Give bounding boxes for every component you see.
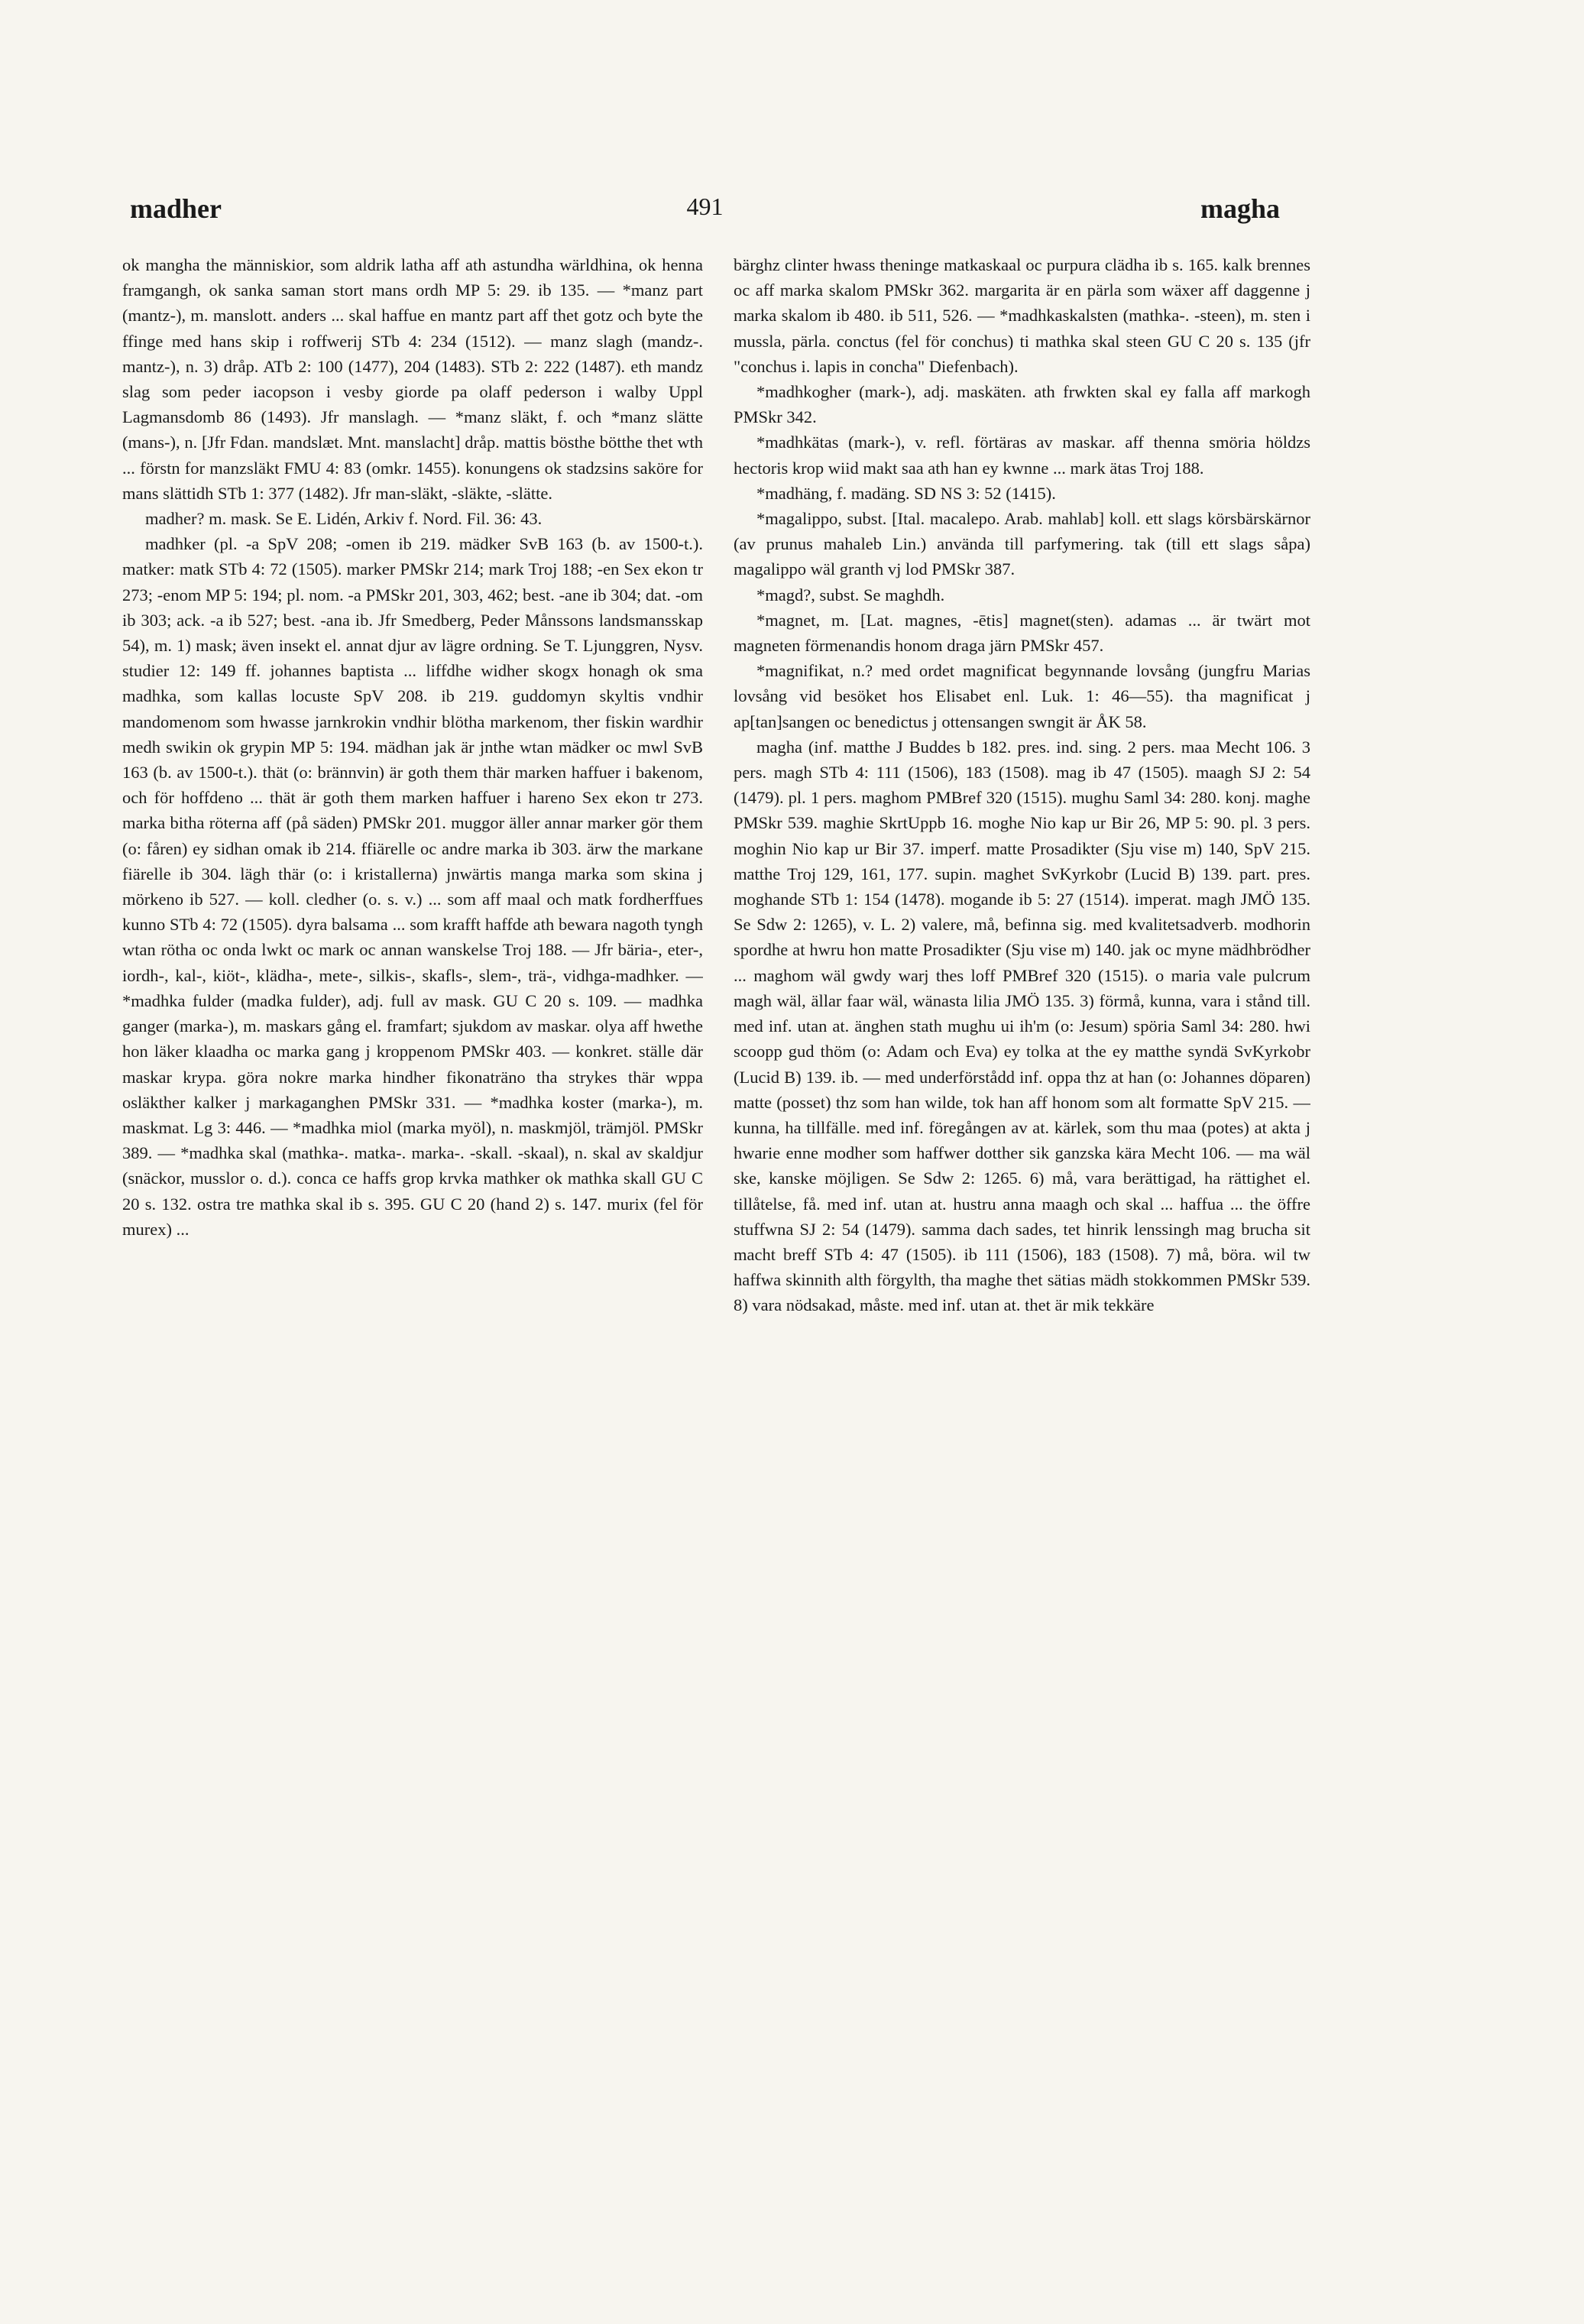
entry-paragraph: *magalippo, subst. [Ital. macalepo. Arab. mahlab] koll. ett slags körsbärskärnor (av prunus mahaleb Lin.) använda till parfymering. tak (till ett slags såpa) magalippo wäl granth vj lod PMSkr 387.: [734, 509, 1310, 579]
entry-paragraph: ok mangha the människior, som aldrik latha aff ath astundha wärldhina, ok henna framgangh, ok sanka saman stort mans ordh MP 5: 29. ib 135. — *manz part (mantz-), m. manslott. anders ... skal haffue en mantz part aff thet gotz och byte the ffinge med hans skip i roffwerij STb 4: 234 (1512). — manz slagh (mandz-. mantz-), n. 3) dråp. ATb 2: 100 (1477), 204 (1483). STb 2: 222 (1487). eth mandz slag som peder iacopson i vesby giorde pa olaff pederson i walby Uppl Lagmansdomb 86 (1493). Jfr manslagh. — *manz släkt, f. och *manz slätte (mans-), n. [Jfr Fdan. mandslæt. Mnt. manslacht] dråp. mattis bösthe bötthe thet wth ... förstn for manzsläkt FMU 4: 83 (omkr. 1455). konungens ok stadzsins saköre for mans slättidh STb 1: 377 (1482). Jfr man-släkt, -släkte, -slätte.: [122, 255, 703, 503]
page-number: 491: [686, 193, 724, 220]
header-right-headword: magha: [1200, 193, 1280, 224]
entry-paragraph: magha (inf. matthe J Buddes b 182. pres. ind. sing. 2 pers. maa Mecht 106. 3 pers. magh STb 4: 111 (1506), 183 (1508). mag ib 47 (1505). maagh SJ 2: 54 (1479). pl. 1 pers. maghom PMBref 320 (1515). mughu Saml 34: 280. konj. maghe PMSkr 539. maghie SkrtUppb 16. moghe Nio kap ur Bir 26, MP 5: 90. pl. 3 pers. moghin Nio kap ur Bir 37. imperf. matte Prosadikter (Sju vise m) 140, SpV 215. matthe Troj 129, 161, 177. supin. maghet SvKyrkobr (Lucid B) 139. part. pres. moghande STb 1: 154 (1478). mogande ib 5: 27 (1514). imperat. magh JMÖ 135. Se Sdw 2: 1265), v. L. 2) valere, må, befinna sig. med kvalitetsadverb. modhorin spordhe at hwru hon matte Prosadikter (Sju vise m) 140. jak oc myne mädhbrödher ... maghom wäl gwdy warj thes loff PMBref 320 (1515). o maria vale pulcrum magh wäl, ällar faar wäl, wänasta lilia JMÖ 135. 3) förmå, kunna, vara i stånd till. med inf. utan at. änghen stath mughu ui ih'm (o: Jesum) spöria Saml 34: 280. hwi scoopp gud thöm (o: Adam och Eva) ey tolka at the ey matthe syndä SvKyrkobr (Lucid B) 139. ib. — med underförstådd inf. oppa thz at han (o: Johannes döparen) matte (posset) thz som han wilde, tok han aff honom som alt formatte SpV 215. — kunna, ha tillfälle. med inf. föregången av at. kärlek, som thu maa (potes) at akta j hwarie enne modher som haffwer dotther sik ganzska kära Mecht 106. — ma wäl ske, kanske möjligen. Se Sdw 2: 1265. 6) må, vara berättigad, ha rättighet el. tillåtelse, få. med inf. utan at. hustru anna maagh och skal ... haffua ... the öffre stuffwna SJ 2: 54 (1479). samma dach sades, tet hinrik lenssingh mag brucha sit macht breff STb 4: 47 (1505). ib 111 (1506), 183 (1508). 7) må, böra. wil tw haffwa skinnith alth förgylth, tha maghe thet sätias mädh stokkommen PMSkr 539. 8) vara nödsakad, måste. med inf. utan at. thet är mik tekkäre: [734, 737, 1310, 1315]
running-header: [130, 193, 1280, 231]
entry-paragraph: *madhkogher (mark-), adj. maskäten. ath frwkten skal ey falla aff markogh PMSkr 342.: [734, 382, 1310, 427]
entry-paragraph: *magnet, m. [Lat. magnes, -ētis] magnet(sten). adamas ... är twärt mot magneten förmenandis honom draga järn PMSkr 457.: [734, 610, 1310, 656]
entry-paragraph: bärghz clinter hwass theninge matkaskaal oc purpura clädha ib s. 165. kalk brennes oc aff marka skalom PMSkr 362. margarita är en pärla som wäxer aff daggenne j marka skalom ib 480. ib 511, 526. — *madhkaskalsten (mathka-. -steen), m. sten i mussla, pärla. conctus (fel för conchus) ti mathka skal steen GU C 20 s. 135 (jfr "conchus i. lapis in concha" Diefenbach).: [734, 255, 1310, 376]
entry-paragraph: *madhäng, f. madäng. SD NS 3: 52 (1415).: [756, 483, 1056, 503]
entry-paragraph: *magnifikat, n.? med ordet magnificat begynnande lovsång (jungfru Marias lovsång vid besöket hos Elisabet enl. Luk. 1: 46—55). tha magnificat j ap[tan]sangen oc benedictus j ottensangen swngit är ÅK 58.: [734, 661, 1310, 731]
entry-paragraph: *magd?, subst. Se maghdh.: [756, 585, 945, 604]
entry-paragraph: *madhkätas (mark-), v. refl. förtäras av maskar. aff thenna smöria höldzs hectoris krop wiid makt saa ath han ey kwnne ... mark ätas Troj 188.: [734, 433, 1310, 478]
left-column: [122, 252, 703, 2270]
right-column: [734, 252, 1310, 2270]
entry-paragraph: madher? m. mask. Se E. Lidén, Arkiv f. Nord. Fil. 36: 43.: [145, 509, 543, 529]
entry-paragraph: madhker (pl. -a SpV 208; -omen ib 219. mädker SvB 163 (b. av 1500-t.). matker: matk STb 4: 72 (1505). marker PMSkr 214; mark Troj 188; -en Sex ekon tr 273; -enom MP 5: 194; pl. nom. -a PMSkr 201, 303, 462; best. -ane ib 304; dat. -om ib 303; ack. -a ib 527; best. -ana ib. Jfr Smedberg, Peder Månssons landsmansskap 54), m. 1) mask; även insekt el. annat djur av lägre ordning. Se T. Ljunggren, Nysv. studier 12: 149 ff. johannes baptista ... liffdhe widher skogx honagh ok sma madhka, som kallas locuste SpV 208. ib 219. guddomyn skyltis vndhir mandomenom som hwasse jarnkrokin vndhir blötha markenom, ther fiskin wardhir medh swikin ok grypin MP 5: 194. mädhan jak är jnthe wtan mädker oc mwl SvB 163 (b. av 1500-t.). thät (o: brännvin) är goth them thär marken haffuer i bakenom, och för hoffdeno ... thät är goth them marken haffuer i hareno Sex ekon tr 273. marka bitha röterna aff (på säden) PMSkr 201. muggor äller annar marker gör them (o: fåren) ey sidhan omak ib 214. ffiärelle oc andre marka ib 303. ärw the markane fiärelle ib 304. lägh thär (o: i kristallerna) jnwärtis manga marka som skina j mörkeno ib 527. — koll. cledher (o. s. v.) ... som aff maal och matk fordherffues kunno STb 4: 72 (1505). dyra balsama ... som krafft haffde ath bewara nagoth tyngh wtan rötha oc onda lwkt oc mark oc annan wanskelse Troj 188. — Jfr bäria-, eter-, iordh-, kal-, kiöt-, klädha-, mete-, silkis-, skafls-, slem-, trä-, vidhga-madhker. — *madhka fulder (madka fulder), adj. full av mask. GU C 20 s. 109. — madhka ganger (marka-), m. maskars gång el. framfart; sjukdom av maskar. olya aff hwethe hon läker klaadha oc marka gang j kroppenom PMSkr 403. — konkret. ställe där maskar krypa. göra nokre marka hindher fikonaträno tha strykes thär wppa osläkther kalker j markaganghen PMSkr 331. — *madhka koster (marka-), m. maskmat. Lg 3: 446. — *madhka miol (marka myöl), n. maskmjöl, trämjöl. PMSkr 389. — *madhka skal (mathka-. matka-. marka-. -skall. -skaal), n. skal av skaldjur (snäckor, musslor o. d.). conca ce haffs grop krvka mathker ok mathka skall GU C 20 s. 132. ostra tre mathka skal ib s. 395. GU C 20 (hand 2) s. 147. murix (fel för murex) ...: [122, 534, 703, 1239]
header-left-headword: madher: [130, 193, 222, 224]
